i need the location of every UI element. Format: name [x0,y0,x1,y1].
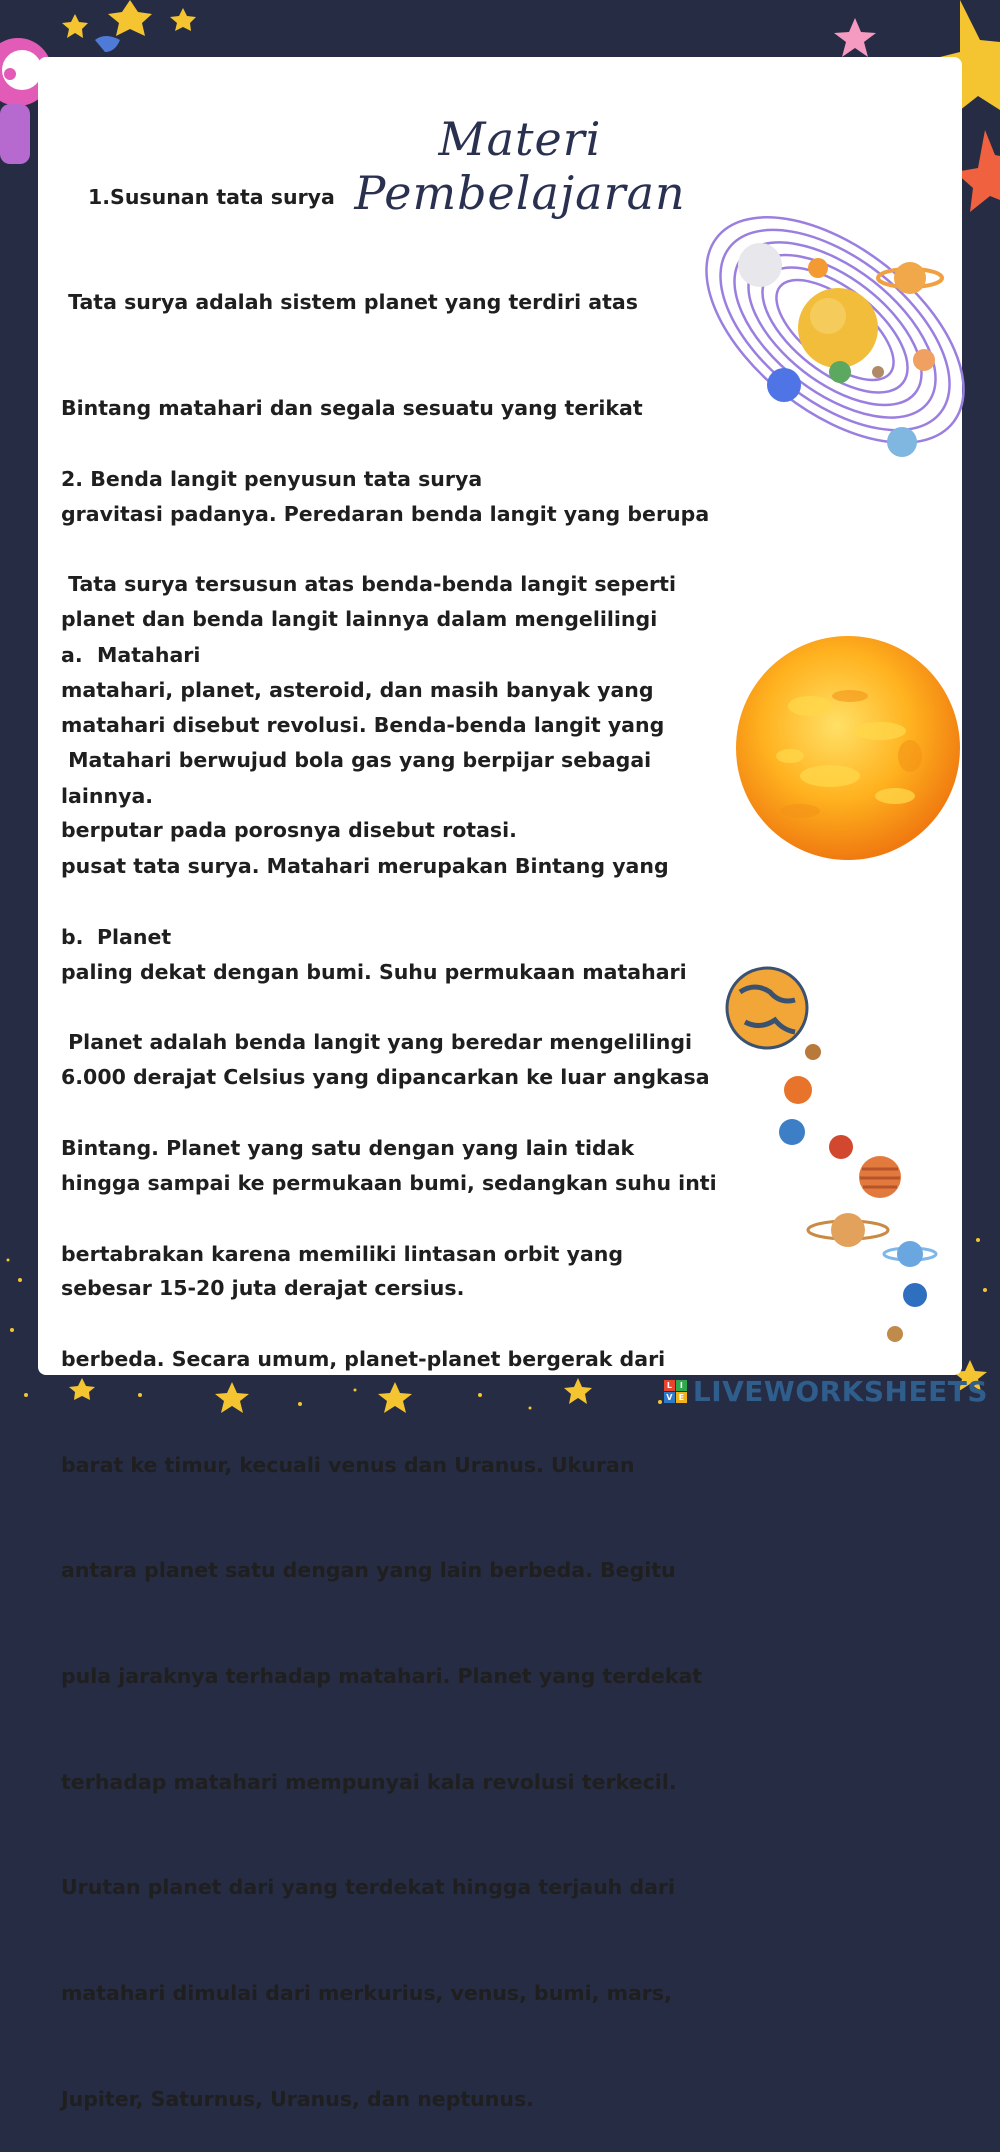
sun-illustration [730,636,966,866]
text-line: matahari, planet, asteroid, dan masih banyak yang [61,678,654,703]
text-line: bertabrakan karena memiliki lintasan orbit yang [61,1241,624,1266]
section-paragraph [61,955,702,2152]
watermark-text: LIVEWORKSHEETS [692,1374,988,1408]
text-line: lainnya. [61,783,154,808]
text-line: gravitasi padanya. Peredaran benda langit yang berupa [61,501,710,526]
text-line: berbeda. Secara umum, planet-planet bergerak dari [61,1347,666,1372]
liveworksheets-watermark [664,1374,988,1408]
text-line: matahari dimulai dari merkurius, venus, bumi, mars, [61,1980,672,2005]
planet-column-illustration [720,962,950,1352]
section-heading: 2. Benda langit penyusun tata surya [61,467,483,491]
solar-system-illustration [690,180,980,480]
text-line: Tata surya tersusun atas benda-benda langit seperti [61,572,676,597]
text-line: Matahari berwujud bola gas yang berpijar sebagai [61,748,652,773]
text-line: planet dan benda langit lainnya dalam mengelilingi [61,607,658,632]
text-line: Bintang. Planet yang satu dengan yang lain tidak [61,1136,635,1161]
liveworksheets-logo-icon: L I V E [664,1380,687,1403]
subsection-marker: a. [61,643,83,667]
subsection-marker: b. [61,925,84,949]
text-line: Urutan planet dari yang terdekat hingga terjauh dari [61,1875,676,1900]
text-line: 6.000 derajat Celsius yang dipancarkan ke luar angkasa [61,1065,710,1090]
page-title: Materi Pembelajaran [354,112,686,220]
text-line: barat ke timur, kecuali venus dan Uranus. Ukuran [61,1452,635,1477]
text-line: antara planet satu dengan yang lain berbeda. Begitu [61,1558,676,1583]
text-line: pula jaraknya terhadap matahari. Planet yang terdekat [61,1664,703,1689]
text-line: terhadap matahari mempunyai kala revolusi terkecil. [61,1769,677,1794]
text-line: sebesar 15-20 juta derajat cersius. [61,1276,465,1301]
text-line: Planet adalah benda langit yang beredar mengelilingi [61,1030,693,1055]
star-icon [834,18,876,57]
text-line: matahari disebut revolusi. Benda-benda langit yang [61,712,665,737]
subsection-heading: Planet [97,925,172,949]
star-icon [170,8,196,31]
text-line: berputar pada porosnya disebut rotasi. [61,818,517,843]
text-line: Bintang matahari dan segala sesuatu yang terikat [61,396,643,421]
text-line: hingga sampai ke permukaan bumi, sedangkan suhu inti [61,1170,717,1195]
text-line: pusat tata surya. Matahari merupakan Bintang yang [61,854,669,879]
subsection-heading: Matahari [97,643,201,667]
text-line: Jupiter, Saturnus, Uranus, dan neptunus. [61,2086,534,2111]
section-heading: 1.Susunan tata surya [88,185,335,209]
text-line: Tata surya adalah sistem planet yang terdiri atas [61,290,638,315]
star-icon [62,14,88,38]
text-line: paling dekat dengan bumi. Suhu permukaan matahari [61,959,687,984]
star-icon [108,0,152,36]
